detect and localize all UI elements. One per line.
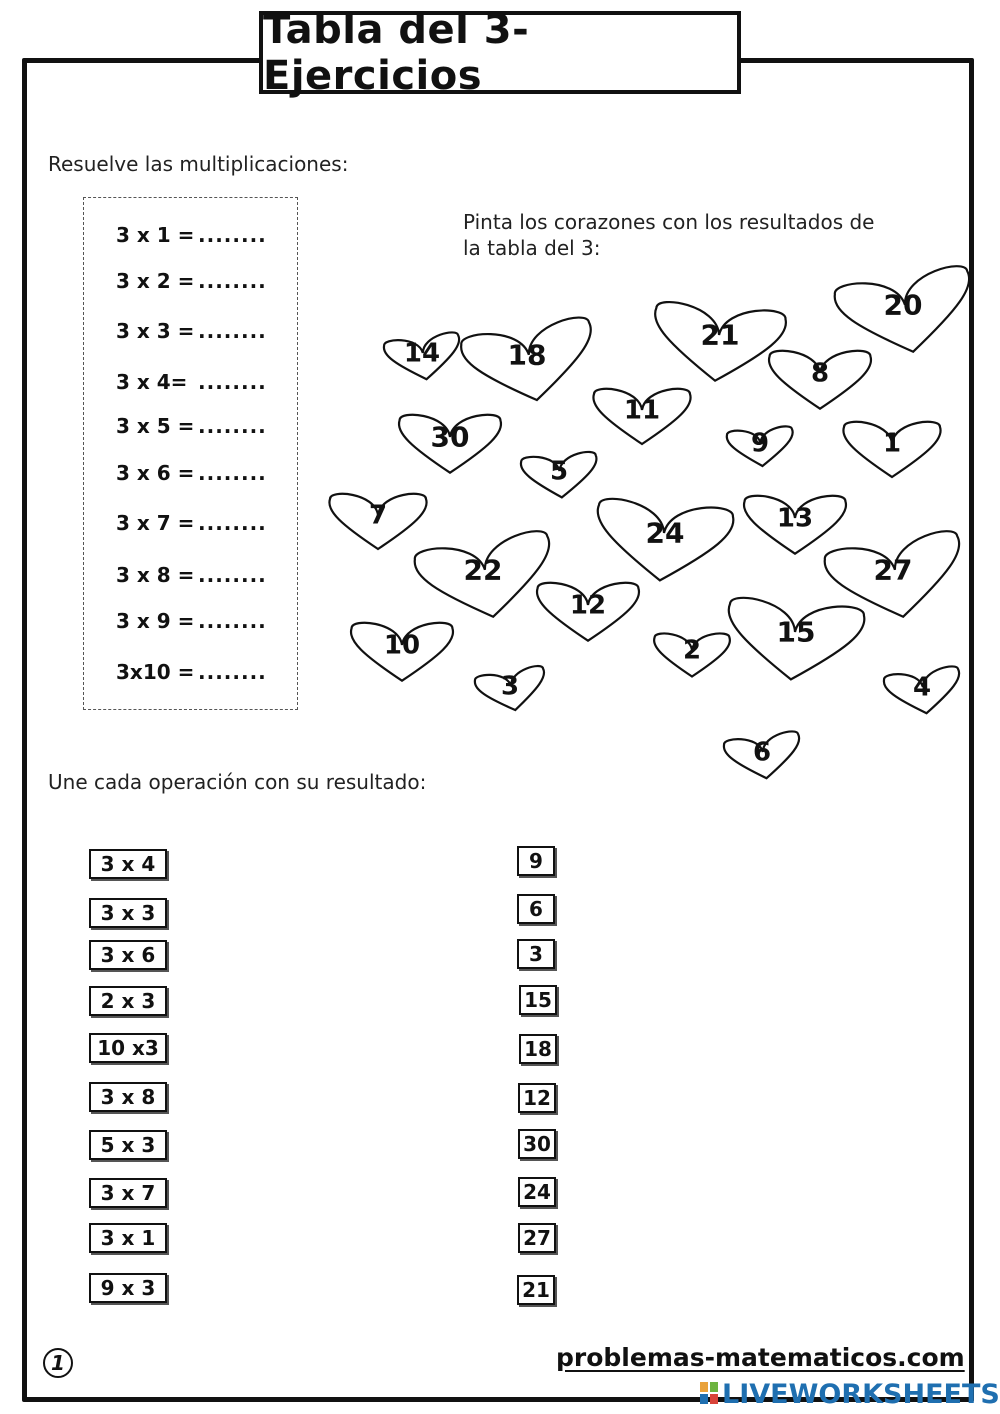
exercise-expr: 3 x 7 = [116,511,195,535]
operation-box[interactable]: 10 x3 [89,1033,167,1063]
answer-blank[interactable]: ........ [198,609,267,633]
heart-number: 7 [368,500,388,531]
section3-instruction: Une cada operación con su resultado: [48,770,427,794]
page-title: Tabla del 3- Ejercicios [259,11,741,94]
operation-box[interactable]: 3 x 8 [89,1082,167,1112]
heart-number: 22 [463,553,503,587]
operation-box[interactable]: 3 x 7 [89,1178,167,1208]
result-box[interactable]: 9 [517,846,555,876]
heart[interactable] [726,426,795,469]
heart[interactable] [592,497,734,586]
operation-box[interactable]: 3 x 3 [89,898,167,928]
heart[interactable] [399,415,501,473]
answer-blank[interactable]: ........ [198,563,267,587]
heart-number: 4 [912,672,932,703]
heart[interactable] [459,315,601,411]
result-box[interactable]: 3 [517,939,555,969]
heart-number: 30 [430,420,470,454]
exercise-expr: 3 x 9 = [116,609,195,633]
heart[interactable] [537,583,639,641]
heart[interactable] [843,422,940,477]
answer-blank[interactable]: ........ [198,660,267,684]
heart-number: 12 [569,590,607,621]
heart-number: 8 [810,358,830,389]
exercise-expr: 3 x 4= [116,370,188,394]
section2-instruction-line2: la tabla del 3: [463,236,601,260]
result-box[interactable]: 18 [519,1034,557,1064]
exercise-expr: 3 x 3 = [116,319,195,343]
operation-box[interactable]: 3 x 6 [89,940,167,970]
heart-number: 9 [750,428,770,459]
heart-number: 3 [500,671,520,702]
exercise-expr: 3 x 5 = [116,414,195,438]
heart[interactable] [833,264,980,364]
website-link[interactable]: problemas-matematicos.com [556,1343,965,1372]
answer-blank[interactable]: ........ [198,414,267,438]
exercise-expr: 3 x 1 = [116,223,195,247]
answer-blank[interactable]: ........ [198,269,267,293]
heart[interactable] [413,529,560,629]
heart[interactable] [383,331,464,384]
heart-number: 21 [700,318,740,352]
operation-box[interactable]: 2 x 3 [89,986,167,1016]
heart-number: 15 [776,615,816,649]
heart[interactable] [654,633,730,676]
section1-instruction: Resuelve las multiplicaciones: [48,152,349,176]
exercise-expr: 3 x 8 = [116,563,195,587]
operation-box[interactable]: 3 x 4 [89,849,167,879]
liveworksheets-logo-icon [700,1382,718,1404]
heart[interactable] [769,351,871,409]
heart-number: 27 [873,553,913,587]
liveworksheets-brand: LIVEWORKSHEETS [722,1379,1000,1410]
heart-number: 6 [752,737,772,768]
heart[interactable] [474,665,550,716]
answer-blank[interactable]: ........ [198,511,267,535]
heart-number: 20 [883,288,923,322]
heart-number: 18 [507,338,547,372]
heart-number: 5 [549,456,569,487]
heart-number: 11 [623,395,661,426]
heart[interactable] [723,730,804,783]
answer-blank[interactable]: ........ [198,223,267,247]
heart[interactable] [744,496,846,554]
heart[interactable] [723,596,865,685]
operation-box[interactable]: 9 x 3 [89,1273,167,1303]
heart[interactable] [329,494,426,549]
result-box[interactable]: 15 [519,985,557,1015]
heart-number: 24 [645,516,685,550]
result-box[interactable]: 6 [517,894,555,924]
exercise-expr: 3 x 2 = [116,269,195,293]
operation-box[interactable]: 3 x 1 [89,1223,167,1253]
heart[interactable] [650,301,787,387]
result-box[interactable]: 24 [518,1177,556,1207]
result-box[interactable]: 27 [518,1223,556,1253]
result-box[interactable]: 12 [518,1083,556,1113]
section2-instruction-line1: Pinta los corazones con los resultados de [463,210,875,234]
answer-blank[interactable]: ........ [198,370,267,394]
heart[interactable] [520,451,599,500]
page-number: 1 [43,1348,73,1378]
heart[interactable] [351,623,453,681]
heart-number: 14 [403,338,441,369]
heart[interactable] [883,665,964,718]
exercise-expr: 3 x 6 = [116,461,195,485]
operation-box[interactable]: 5 x 3 [89,1130,167,1160]
heart-number: 1 [882,428,902,459]
heart-number: 2 [682,635,702,666]
answer-blank[interactable]: ........ [198,319,267,343]
heart[interactable] [593,389,690,444]
result-box[interactable]: 30 [518,1129,556,1159]
heart-number: 13 [776,503,814,534]
heart-number: 10 [383,630,421,661]
answer-blank[interactable]: ........ [198,461,267,485]
exercise-expr: 3x10 = [116,660,195,684]
result-box[interactable]: 21 [517,1275,555,1305]
